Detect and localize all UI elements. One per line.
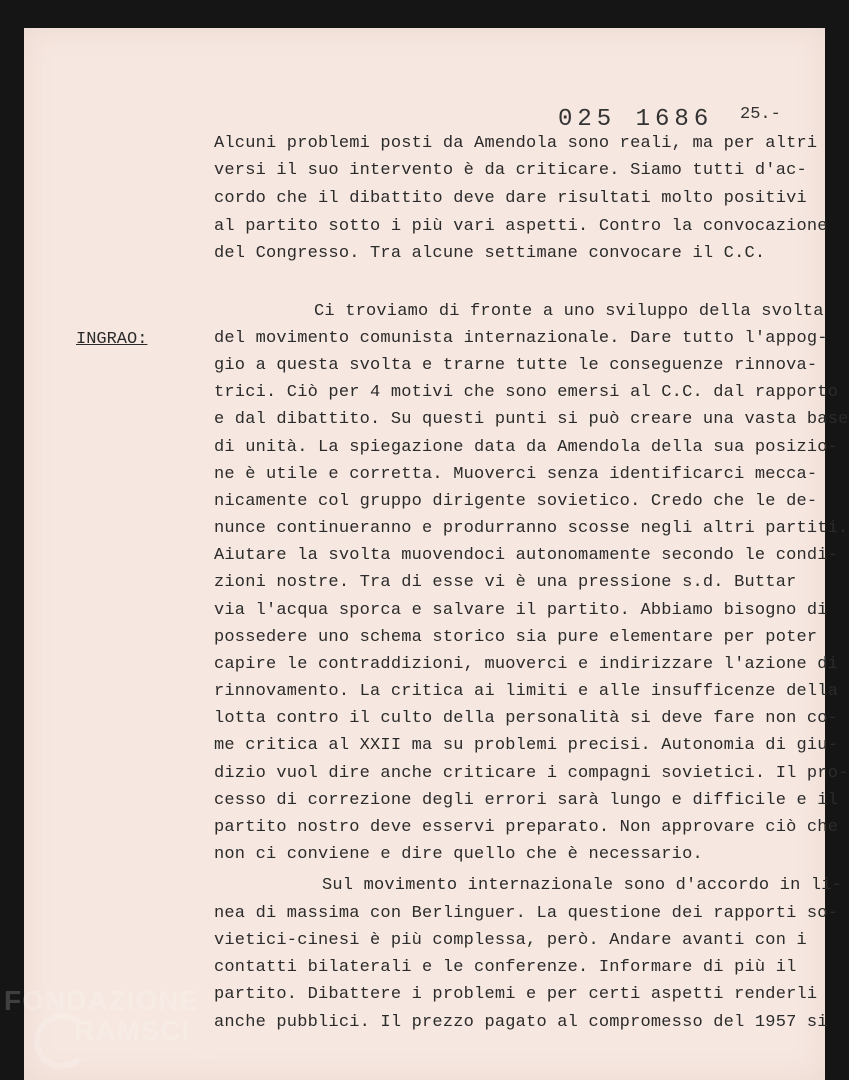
text-line: gio a questa svolta e trarne tutte le conseguenze rinnova- [214, 356, 818, 375]
watermark-suffix: onlus [194, 1051, 216, 1061]
text-line: zioni nostre. Tra di esse vi è una pressione s.d. Buttar [214, 573, 797, 592]
text-line: possedere uno schema storico sia pure elementare per poter [214, 628, 818, 647]
text-line: capire le contraddizioni, muoverci e indirizzare l'azione di [214, 655, 839, 674]
text-line: non ci conviene e dire quello che è necessario. [214, 845, 703, 864]
text-line: me critica al XXII ma su problemi precisi. Autonomia di giu- [214, 736, 839, 755]
text-line: cordo che il dibattito deve dare risultati molto positivi [214, 189, 807, 208]
watermark-line-2: RAMSCI [74, 1015, 191, 1046]
document-page [24, 28, 849, 1080]
text-line: contatti bilaterali e le conferenze. Informare di più il [214, 958, 797, 977]
text-line: dizio vuol dire anche criticare i compagni sovietici. Il pro- [214, 764, 849, 783]
text-line: trici. Ciò per 4 motivi che sono emersi al C.C. dal rapporto [214, 383, 839, 402]
text-line: versi il suo intervento è da criticare. Siamo tutti d'ac- [214, 161, 807, 180]
text-line: di unità. La spiegazione data da Amendola della sua posizio- [214, 438, 839, 457]
text-line: nunce continueranno e produrranno scosse negli altri partiti. [214, 519, 849, 538]
page-number: 25.- [740, 105, 781, 124]
text-line: del movimento comunista internazionale. Dare tutto l'appog- [214, 329, 828, 348]
text-line: lotta contro il culto della personalità si deve fare non co- [214, 709, 839, 728]
fondazione-gramsci-watermark [4, 985, 214, 1075]
watermark-line-1: FONDAZIONE [4, 985, 200, 1016]
text-line: del Congresso. Tra alcune settimane convocare il C.C. [214, 244, 766, 263]
text-line: via l'acqua sporca e salvare il partito. Abbiamo bisogno di [214, 601, 828, 620]
text-line: Alcuni problemi posti da Amendola sono reali, ma per altri [214, 134, 818, 153]
text-line: e dal dibattito. Su questi punti si può creare una vasta base [214, 410, 849, 429]
text-line: nea di massima con Berlinguer. La questione dei rapporti so- [214, 904, 839, 923]
text-line: Ci troviamo di fronte a uno sviluppo della svolta [314, 302, 824, 321]
text-line: partito. Dibattere i problemi e per certi aspetti renderli [214, 985, 818, 1004]
speaker-label: INGRAO: [76, 330, 148, 349]
text-line: al partito sotto i più vari aspetti. Contro la convocazione [214, 217, 828, 236]
text-line: partito nostro deve esservi preparato. Non approvare ciò che [214, 818, 839, 837]
text-line: nicamente col gruppo dirigente sovietico. Credo che le de- [214, 492, 818, 511]
text-line: rinnovamento. La critica ai limiti e alle insufficenze della [214, 682, 839, 701]
text-line: cesso di correzione degli errori sarà lungo e difficile e il [214, 791, 839, 810]
text-line: anche pubblici. Il prezzo pagato al compromesso del 1957 si [214, 1013, 828, 1032]
text-line: Sul movimento internazionale sono d'accordo in li- [322, 876, 843, 895]
text-line: ne è utile e corretta. Muoverci senza identificarci mecca- [214, 465, 818, 484]
text-line: vietici-cinesi è più complessa, però. Andare avanti con i [214, 931, 807, 950]
text-line: Aiutare la svolta muovendoci autonomamente secondo le condi- [214, 546, 839, 565]
archive-number: 025 1686 [558, 106, 714, 133]
